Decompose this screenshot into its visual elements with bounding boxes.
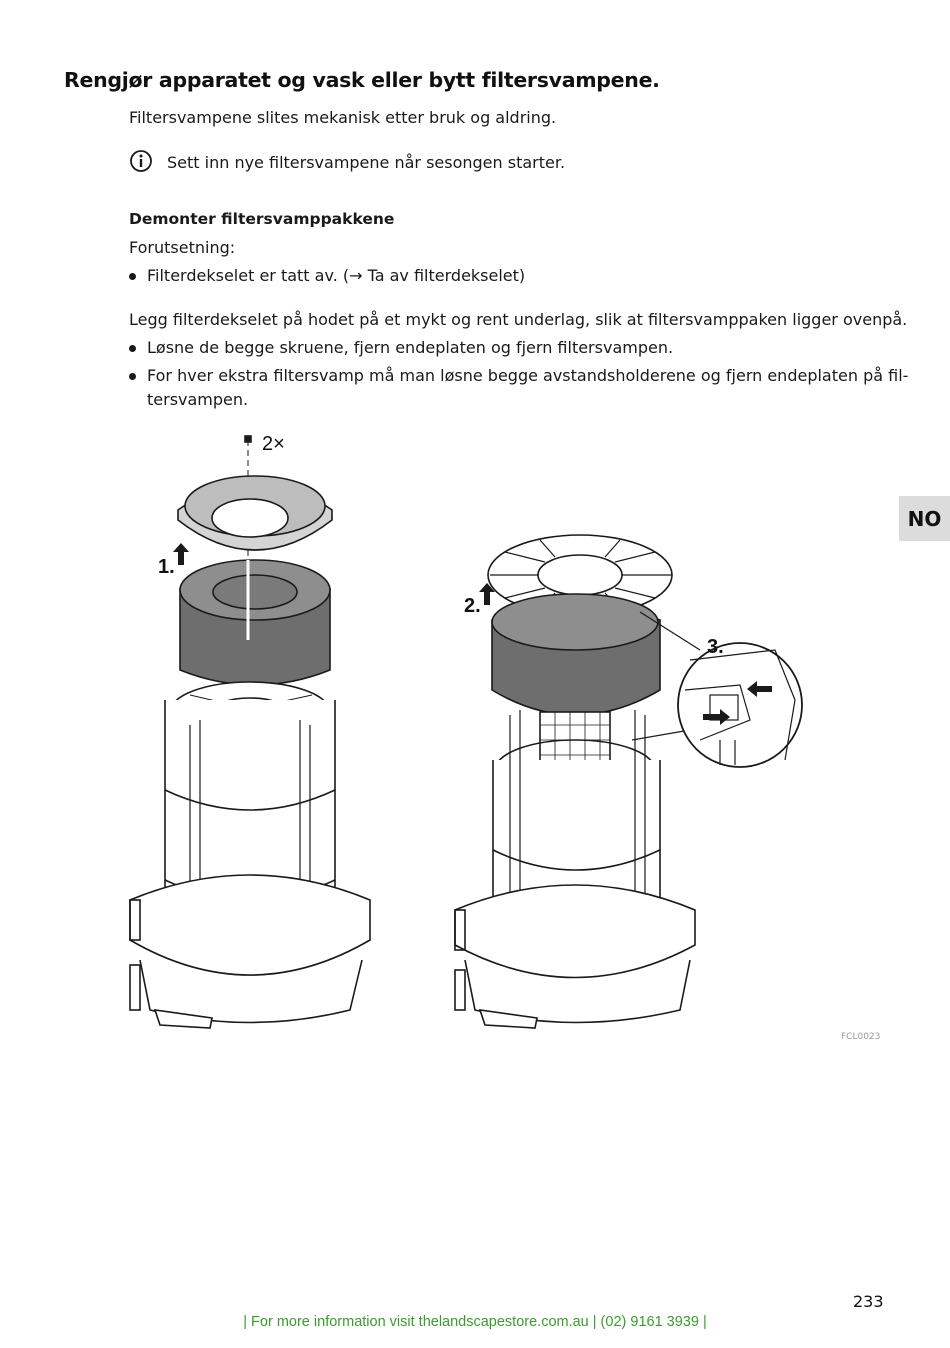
screw-count-label: 2× bbox=[262, 433, 285, 455]
language-tab: NO bbox=[899, 496, 950, 541]
footer-text: | For more information visit thelandscapestore.com.au | (02) 9161 3939 | bbox=[243, 1314, 707, 1330]
prerequisite-label: Forutsetning: bbox=[129, 238, 236, 257]
info-note-text: Sett inn nye filtersvampene når sesongen starter. bbox=[167, 153, 566, 172]
prerequisite-item: Filterdekselet er tatt av. (→ Ta av filterdekselet) bbox=[147, 266, 526, 285]
page-number: 233 bbox=[853, 1292, 884, 1311]
step-2-label: 2. bbox=[464, 595, 481, 617]
step-item: Løsne de begge skruene, fjern endeplaten og fjern filtersvampen. bbox=[147, 338, 674, 357]
step-item: For hver ekstra filtersvamp må man løsne begge avstandsholderene og fjern endeplaten på fil- bbox=[147, 366, 909, 385]
step-item-continued: tersvampen. bbox=[147, 390, 249, 409]
instruction-text: Legg filterdekselet på hodet på et mykt og rent underlag, slik at filtersvamppaken ligger ovenpå. bbox=[129, 310, 908, 329]
page-heading: Rengjør apparatet og vask eller bytt filtersvampene. bbox=[64, 68, 660, 92]
step-3-label: 3. bbox=[707, 636, 724, 658]
intro-text: Filtersvampene slites mekanisk etter bruk og aldring. bbox=[129, 108, 557, 127]
subheading: Demonter filtersvamppakkene bbox=[129, 210, 395, 228]
step-1-label: 1. bbox=[158, 556, 175, 578]
figure-code: FCL0023 bbox=[841, 1032, 881, 1042]
